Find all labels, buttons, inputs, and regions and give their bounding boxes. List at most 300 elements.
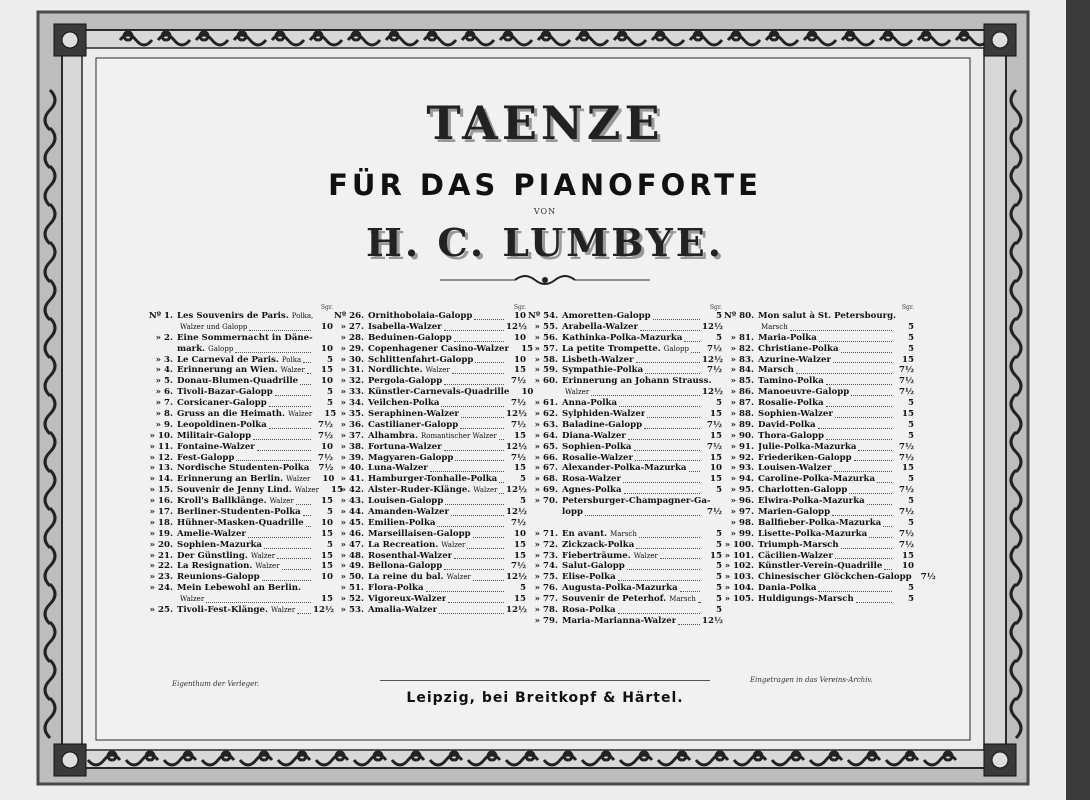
catalogue-entry [528, 463, 722, 474]
entry-price: 7½ [511, 561, 526, 572]
entry-title: Diana-Walzer [562, 430, 626, 441]
entry-title: Mein Lebewohl an Berlin. [177, 583, 301, 594]
entry-number: » 77. [534, 594, 558, 605]
catalogue-entry [143, 507, 333, 518]
entry-title: Magyaren-Galopp [368, 452, 454, 463]
leader-dots [624, 492, 700, 494]
entry-price: 7½ [899, 539, 914, 550]
entry-price: 15 [330, 485, 343, 496]
leader-dots [796, 372, 892, 374]
entry-number: Nº 54. [528, 310, 559, 321]
entry-price: 12½ [506, 605, 527, 616]
leader-dots [653, 318, 700, 320]
entry-title: Souvenir de Peterhof. [562, 594, 667, 605]
entry-price: 5 [908, 583, 914, 594]
entry-title: Kathinka-Polka-Mazurka [562, 332, 683, 343]
catalogue-entry [143, 453, 333, 464]
entry-price: 12½ [506, 507, 527, 518]
entry-genre: Walzer [270, 606, 296, 615]
catalogue-entry [143, 398, 333, 409]
catalogue-entry [724, 485, 914, 496]
entry-price: 7½ [899, 528, 914, 539]
entry-genre: Walzer [565, 388, 590, 397]
catalogue-entry [724, 333, 914, 344]
entry-price: 15 [514, 365, 526, 376]
leader-dots [269, 405, 311, 407]
catalogue-entry [724, 322, 914, 333]
leader-dots [849, 492, 892, 494]
leader-dots [282, 568, 311, 570]
entry-price: 10 [321, 441, 333, 452]
entry-title: Copenhagener Casino-Walzer [368, 343, 510, 354]
catalogue-entry [334, 387, 534, 398]
entry-number: » 42. [340, 485, 364, 496]
entry-price: 5 [716, 485, 722, 496]
entry-title: La petite Trompette. [562, 343, 661, 354]
entry-genre: Walzer und Galopp [180, 322, 248, 331]
catalogue-entry [528, 529, 722, 540]
leader-dots [307, 372, 311, 374]
entry-title: Fieberträume. [562, 550, 631, 561]
entry-genre: Walzer [180, 595, 205, 604]
leader-dots [264, 547, 311, 549]
entry-title: Rosalie-Walzer [562, 452, 633, 463]
entry-number: » 52. [340, 594, 364, 605]
entry-number: » 37. [340, 430, 364, 441]
catalogue-entry [334, 343, 534, 355]
leader-dots [473, 579, 504, 581]
entry-genre: Walzer [294, 486, 319, 495]
catalogue-entry [724, 355, 914, 366]
entry-price: 7½ [511, 452, 526, 463]
by-label: VON [533, 207, 557, 216]
entry-title: Sylphiden-Walzer [562, 409, 646, 419]
entry-price: 7½ [318, 452, 333, 463]
leader-dots [454, 340, 504, 342]
leader-dots [826, 405, 892, 407]
entry-genre: Walzer [250, 551, 276, 560]
entry-price: 5 [716, 332, 722, 343]
leader-dots [684, 340, 700, 342]
entry-price: 12½ [702, 615, 723, 626]
entry-genre: Marsch [610, 529, 637, 538]
entry-title: Sophien-Mazurka [177, 539, 263, 550]
leader-dots [628, 438, 700, 440]
catalogue-entry [143, 409, 337, 420]
catalogue-entry [334, 583, 526, 594]
entry-title: Friederiken-Galopp [758, 452, 852, 463]
entry-number: » 55. [534, 321, 558, 332]
entry-title: Christiane-Polka [758, 343, 839, 354]
entry-title: Lisette-Polka-Mazurka [758, 528, 868, 539]
entry-number: » 12. [149, 452, 173, 463]
entry-title: Louisen-Walzer [758, 463, 832, 474]
entry-number: » 60. [534, 376, 558, 387]
page-subtitle: FÜR DAS PIANOFORTE [328, 168, 762, 202]
entry-number: » 35. [340, 409, 364, 419]
currency-header: Sgr. [320, 304, 333, 311]
entry-price: 5 [520, 583, 526, 594]
entry-title: Rosa-Polka [562, 605, 616, 616]
catalogue-entry [143, 561, 333, 572]
publisher-imprint: Leipzig, bei Breitkopf & Härtel. [406, 690, 684, 706]
catalogue-entry [334, 376, 526, 387]
catalogue-entry [334, 409, 526, 420]
leader-dots [618, 612, 700, 614]
catalogue-entry [528, 485, 722, 496]
catalogue-entry [724, 442, 914, 453]
leader-dots [300, 383, 311, 385]
entry-genre: Marsch [669, 595, 696, 604]
entry-title: Veilchen-Polka [368, 398, 440, 409]
leader-dots [645, 372, 700, 374]
catalogue-entry [528, 540, 722, 551]
catalogue-entry [724, 431, 914, 442]
catalogue-entry [143, 442, 333, 453]
entry-number: » 48. [340, 550, 364, 561]
entry-title: Manoeuvre-Galopp [758, 387, 850, 398]
entry-title: Nordlichte. [368, 365, 423, 376]
leader-dots [235, 351, 311, 353]
entry-price: 15 [321, 496, 333, 507]
catalogue-entry [143, 496, 333, 507]
composer-name: H. C. LUMBYE. [365, 220, 724, 265]
catalogue-entry [724, 311, 914, 322]
leader-dots [884, 568, 892, 570]
entry-number: » 19. [149, 528, 173, 539]
entry-price: 5 [716, 594, 722, 605]
entry-title: Huldigungs-Marsch [758, 594, 854, 605]
entry-price: 15 [710, 409, 722, 419]
catalogue-entry [143, 322, 333, 333]
entry-price: 7½ [899, 365, 914, 376]
entry-title: Künstler-Carnevals-Quadrille [368, 387, 510, 398]
leader-dots [249, 329, 311, 331]
catalogue-entry [334, 561, 526, 572]
entry-title: Fest-Galopp [177, 452, 235, 463]
entry-title: Seraphinen-Walzer [368, 409, 459, 419]
entry-number: » 44. [340, 507, 364, 518]
entry-price: 10 [321, 572, 333, 583]
catalogue-entry [334, 420, 526, 431]
entry-title: Rosenthal-Walzer [368, 550, 453, 561]
entry-title: Erinnerung an Johann Strauss. [562, 376, 712, 387]
leader-dots [689, 470, 701, 472]
entry-title: Caroline-Polka-Mazurka [758, 474, 876, 485]
leader-dots [296, 503, 311, 505]
entry-title: Bellona-Galopp [368, 561, 443, 572]
entry-price: 5 [908, 419, 914, 430]
entry-number: » 13. [149, 463, 173, 474]
entry-title: Ornithobolaia-Galopp [368, 310, 473, 321]
leader-dots [790, 329, 892, 331]
entry-title: Amelie-Walzer [177, 528, 246, 539]
entry-number: » 103. [724, 572, 754, 583]
catalogue-entry [724, 376, 914, 387]
entry-number: » 53. [340, 605, 364, 616]
catalogue-entry [334, 311, 526, 322]
catalogue-entry [528, 311, 722, 322]
leader-dots [619, 405, 700, 407]
entry-number: » 104. [724, 583, 754, 594]
entry-price: 5 [520, 496, 526, 507]
leader-dots [623, 481, 700, 483]
leader-dots [248, 536, 311, 538]
leader-dots [499, 438, 504, 440]
entry-title: Isabella-Walzer [368, 321, 442, 332]
catalogue-entry [724, 420, 914, 431]
entry-number: » 4. [155, 365, 173, 376]
entry-number: » 38. [340, 441, 364, 452]
entry-price: 5 [716, 310, 722, 321]
entry-number: » 68. [534, 474, 558, 485]
entry-price: 5 [908, 332, 914, 343]
entry-price: 15 [902, 463, 914, 474]
catalogue-entry [528, 583, 722, 594]
catalogue-entry [724, 529, 914, 540]
entry-number: » 50. [340, 572, 364, 583]
entry-number: » 27. [340, 321, 364, 332]
catalogue-entry [528, 431, 722, 442]
entry-price: 5 [716, 539, 722, 550]
catalogue-column-1 [143, 304, 343, 616]
leader-dots [262, 579, 311, 581]
leader-dots [833, 361, 892, 363]
entry-price: 7½ [511, 419, 526, 430]
leader-dots [647, 416, 700, 418]
entry-title: Les Souvenirs de Paris. [177, 310, 289, 321]
entry-price: 7½ [899, 387, 914, 398]
entry-title: Triumph-Marsch [758, 539, 839, 550]
leader-dots [439, 612, 504, 614]
entry-genre: Romantischer Walzer [420, 431, 497, 440]
leader-dots [303, 361, 311, 363]
leader-dots [841, 351, 892, 353]
catalogue-entry [528, 594, 722, 605]
entry-number: » 28. [340, 332, 364, 343]
leader-dots [883, 525, 892, 527]
catalogue-entry [528, 333, 722, 344]
catalogue-entry [528, 387, 722, 398]
entry-number: » 2. [155, 332, 173, 343]
catalogue-entry [528, 355, 722, 366]
catalogue-entry [528, 442, 722, 453]
leader-dots [430, 470, 504, 472]
publisher-rule [380, 680, 710, 681]
entry-title: Tivoli-Bazar-Galopp [177, 387, 273, 398]
entry-title: Maria-Marianna-Walzer [562, 615, 677, 626]
entry-title: Julie-Polka-Mazurka [758, 441, 857, 452]
entry-number: » 30. [340, 354, 364, 365]
entry-price: 15 [321, 594, 333, 605]
entry-number: Nº 80. [724, 310, 755, 321]
leader-dots [445, 503, 504, 505]
leader-dots [678, 623, 700, 625]
catalogue-entry [528, 322, 722, 333]
entry-number: » 75. [534, 572, 558, 583]
entry-title: Zickzack-Polka [562, 539, 635, 550]
entry-number: » 39. [340, 452, 364, 463]
entry-number: » 9. [155, 419, 173, 430]
entry-number: » 51. [340, 583, 364, 594]
leader-dots [618, 579, 700, 581]
catalogue-entry [334, 551, 526, 562]
entry-number: » 105. [724, 594, 754, 605]
leader-dots [473, 536, 504, 538]
catalogue-entry [724, 518, 914, 529]
entry-price: 7½ [511, 398, 526, 409]
catalogue-entry [528, 551, 722, 562]
entry-title: Augusta-Polka-Mazurka [562, 583, 678, 594]
catalogue-entry [724, 572, 936, 583]
entry-price: 5 [908, 398, 914, 409]
entry-title: Kroll's Ballklänge. [177, 496, 267, 507]
entry-price: 15 [710, 430, 722, 441]
entry-price: 10 [321, 343, 333, 354]
catalogue-entry [143, 420, 333, 431]
entry-number: » 41. [340, 474, 364, 485]
catalogue-entry [334, 605, 526, 616]
leader-dots [854, 459, 892, 461]
entry-number: » 24. [149, 583, 173, 594]
catalogue-entry [724, 594, 914, 605]
entry-number: » 49. [340, 561, 364, 572]
entry-title: Louisen-Galopp [368, 496, 444, 507]
leader-dots [441, 405, 504, 407]
registration-note: Eingetragen in das Vereins-Archiv. [750, 676, 873, 684]
entry-title: Fortuna-Walzer [368, 441, 442, 452]
entry-price: 12½ [506, 441, 527, 452]
entry-number: » 8. [155, 409, 173, 419]
entry-price: 7½ [899, 376, 914, 387]
entry-price: 7½ [707, 419, 722, 430]
entry-number: » 45. [340, 517, 364, 528]
entry-number: » 88. [730, 409, 754, 419]
entry-price: 12½ [702, 321, 723, 332]
leader-dots [691, 351, 700, 353]
leader-dots [236, 459, 311, 461]
catalogue-entry [724, 344, 914, 355]
entry-title: Militair-Galopp [177, 430, 252, 441]
entry-price: 5 [327, 398, 333, 409]
entry-price: 5 [716, 528, 722, 539]
entry-number: » 7. [155, 398, 173, 409]
catalogue-entry [528, 518, 722, 529]
entry-price: 15 [902, 354, 914, 365]
entry-number: » 31. [340, 365, 364, 376]
entry-genre: Walzer [269, 497, 294, 506]
leader-dots [660, 557, 700, 559]
catalogue-entry [143, 387, 333, 398]
leader-dots [834, 470, 892, 472]
entry-genre: Walzer [633, 551, 658, 560]
entry-price: 10 [514, 332, 526, 343]
catalogue-entry [334, 463, 526, 474]
leader-dots [835, 557, 892, 559]
leader-dots [644, 427, 700, 429]
catalogue-entry [334, 453, 526, 464]
leader-dots [455, 459, 504, 461]
entry-price: 7½ [707, 441, 722, 452]
entry-title: Amanden-Walzer [368, 507, 450, 518]
leader-dots [460, 427, 504, 429]
entry-number: » 21. [149, 550, 173, 561]
catalogue-entry [143, 431, 333, 442]
catalogue-entry [143, 344, 333, 355]
leader-dots [591, 394, 700, 396]
leader-dots [818, 590, 892, 592]
entry-price: 15 [902, 550, 914, 561]
entry-number: » 100. [724, 539, 754, 550]
entry-price: 5 [327, 539, 333, 550]
leader-dots [454, 557, 504, 559]
entry-number: » 78. [534, 605, 558, 616]
catalogue-column-2 [334, 304, 534, 616]
entry-genre: Walzer [473, 486, 498, 495]
entry-title: Le Carneval de Paris. [177, 354, 279, 365]
entry-title: Erinnerung an Wien. [177, 365, 278, 376]
entry-title: Ballfieber-Polka-Mazurka [758, 517, 882, 528]
entry-title: Schlittenfahrt-Galopp [368, 354, 474, 365]
leader-dots [680, 590, 700, 592]
catalogue-entry [143, 463, 333, 474]
entry-number: » 56. [534, 332, 558, 343]
entry-title: Elwira-Polka-Mazurka [758, 496, 865, 507]
entry-genre: Walzer [286, 475, 311, 484]
leader-dots [585, 514, 700, 516]
entry-title: Tivoli-Fest-Klänge. [177, 605, 268, 616]
leader-dots [869, 536, 892, 538]
entry-number: » 66. [534, 452, 558, 463]
entry-price: 5 [327, 387, 333, 398]
ownership-note: Eigenthum der Verleger. [172, 680, 260, 688]
leader-dots [634, 449, 701, 451]
entry-number: » 74. [534, 561, 558, 572]
entry-number: » 94. [730, 474, 754, 485]
entry-genre: Polka [281, 355, 302, 364]
entry-title: Lisbeth-Walzer [562, 354, 634, 365]
entry-title: Agnes-Polka [562, 485, 622, 496]
entry-title: Beduinen-Galopp [368, 332, 452, 343]
leader-dots [826, 438, 892, 440]
leader-dots [306, 525, 311, 527]
entry-price: 5 [908, 517, 914, 528]
entry-title: Alhambra. [368, 430, 418, 441]
catalogue-entry [143, 376, 333, 387]
entry-title: Marseillaisen-Galopp [368, 528, 471, 539]
catalogue-entry [724, 583, 914, 594]
entry-number: » 33. [340, 387, 364, 398]
entry-number: » 23. [149, 572, 173, 583]
entry-price: 7½ [318, 463, 334, 474]
entry-price: 10 [321, 321, 333, 332]
catalogue-entry [334, 322, 526, 333]
entry-price: 12½ [506, 409, 527, 419]
leader-dots [856, 601, 892, 603]
catalogue-entry [334, 431, 526, 442]
entry-number: » 34. [340, 398, 364, 409]
leader-dots [499, 492, 504, 494]
entry-title: Souvenir de Jenny Lind. [177, 485, 292, 496]
leader-dots [253, 438, 311, 440]
catalogue-entry [143, 333, 333, 344]
entry-price: 5 [908, 430, 914, 441]
leader-dots [303, 514, 311, 516]
entry-price: 7½ [707, 507, 722, 518]
entry-number: Nº 1. [148, 310, 173, 321]
catalogue-entry [528, 605, 722, 616]
entry-price: 5 [908, 496, 914, 507]
